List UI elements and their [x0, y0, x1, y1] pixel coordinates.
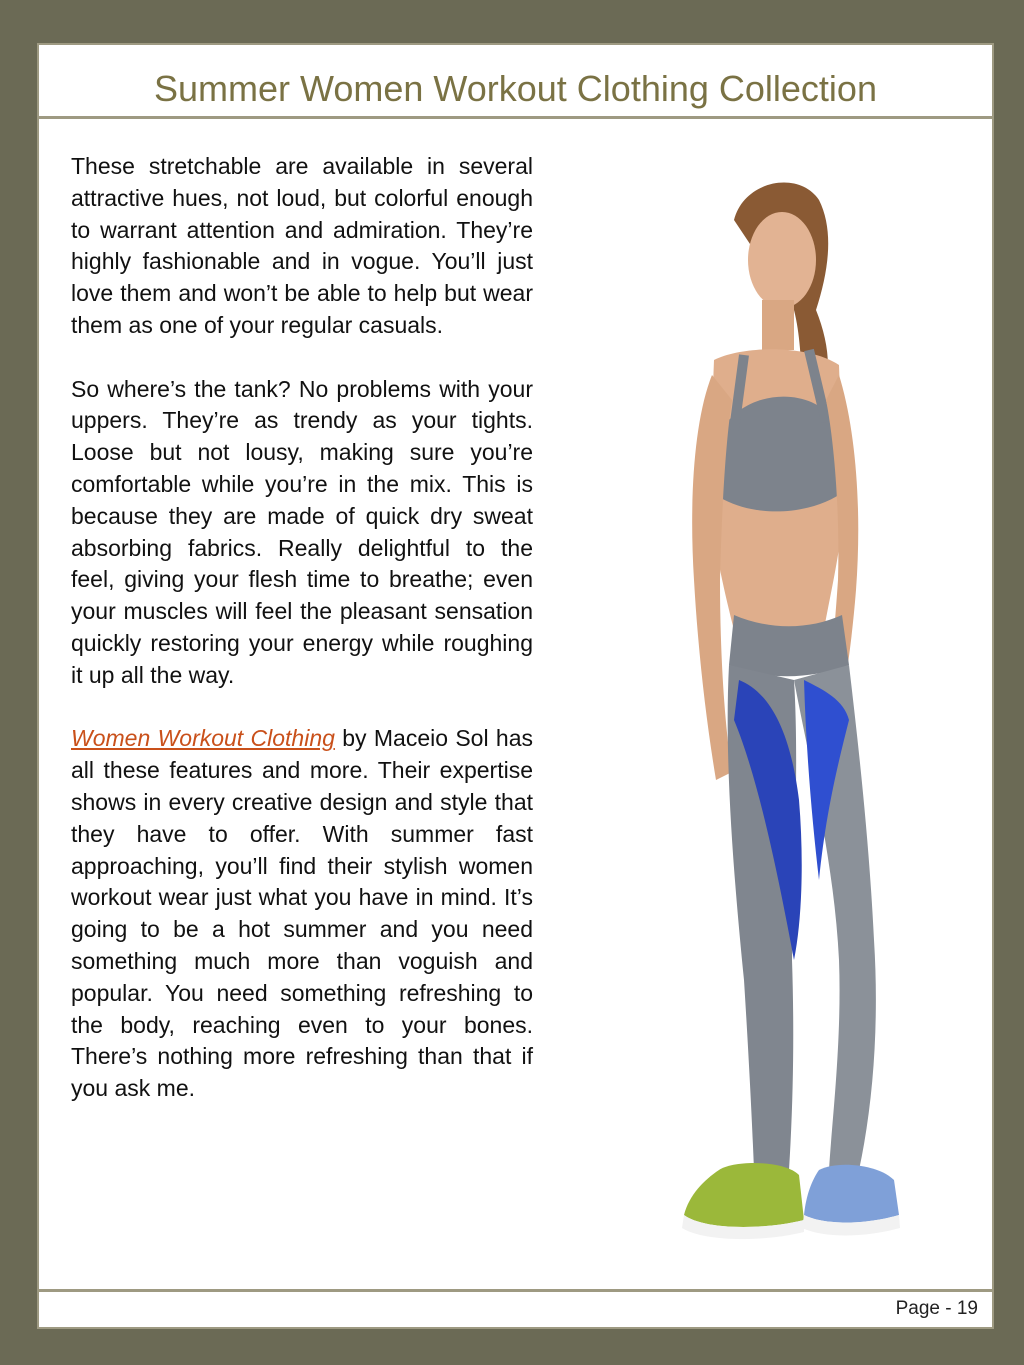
left-shoe — [684, 1163, 804, 1227]
paragraph-2: So where’s the tank? No problems with your uppers. They’re as trendy as your tights. Loose but not lousy, making sure you’re comfortable while you’re in the mix. This is because they are made of quick dry sweat absorbing fabrics. Really delightful to the feel, giving your flesh time to breathe; even your muscles will feel the pleasant sensation quickly restoring your energy while roughing it up all the way. — [71, 375, 533, 688]
header-divider — [39, 116, 992, 119]
article-body — [71, 151, 533, 1137]
right-shoe — [804, 1165, 899, 1223]
women-workout-clothing-link[interactable]: Women Workout Clothing — [71, 725, 335, 752]
page-title: Summer Women Workout Clothing Collection — [154, 68, 877, 109]
model-photo — [594, 160, 944, 1260]
neck — [762, 300, 794, 350]
paragraph-3 — [71, 723, 533, 1105]
face — [748, 212, 816, 308]
paragraph-1: These stretchable are available in several attractive hues, not loud, but colorful enough to warrant attention and admiration. They’re highly fashionable and in vogue. You’ll just love them and won’t be able to help but wear them as one of your regular casuals. — [71, 153, 533, 338]
footer-divider — [39, 1289, 992, 1292]
page-frame — [37, 43, 994, 1329]
paragraph-3-text: by Maceio Sol has all these features and more. Their expertise shows in every creative design and style that they have to offer. With summer fast approaching, you’ll find their stylish women workout wear just what you have in mind. It’s going to be a hot summer and you need something much more than voguish and popular. You need something refreshing to the body, reaching even to your bones. There’s nothing more refreshing than that if you ask me. — [71, 725, 533, 1102]
page-number: Page - 19 — [895, 1298, 978, 1319]
